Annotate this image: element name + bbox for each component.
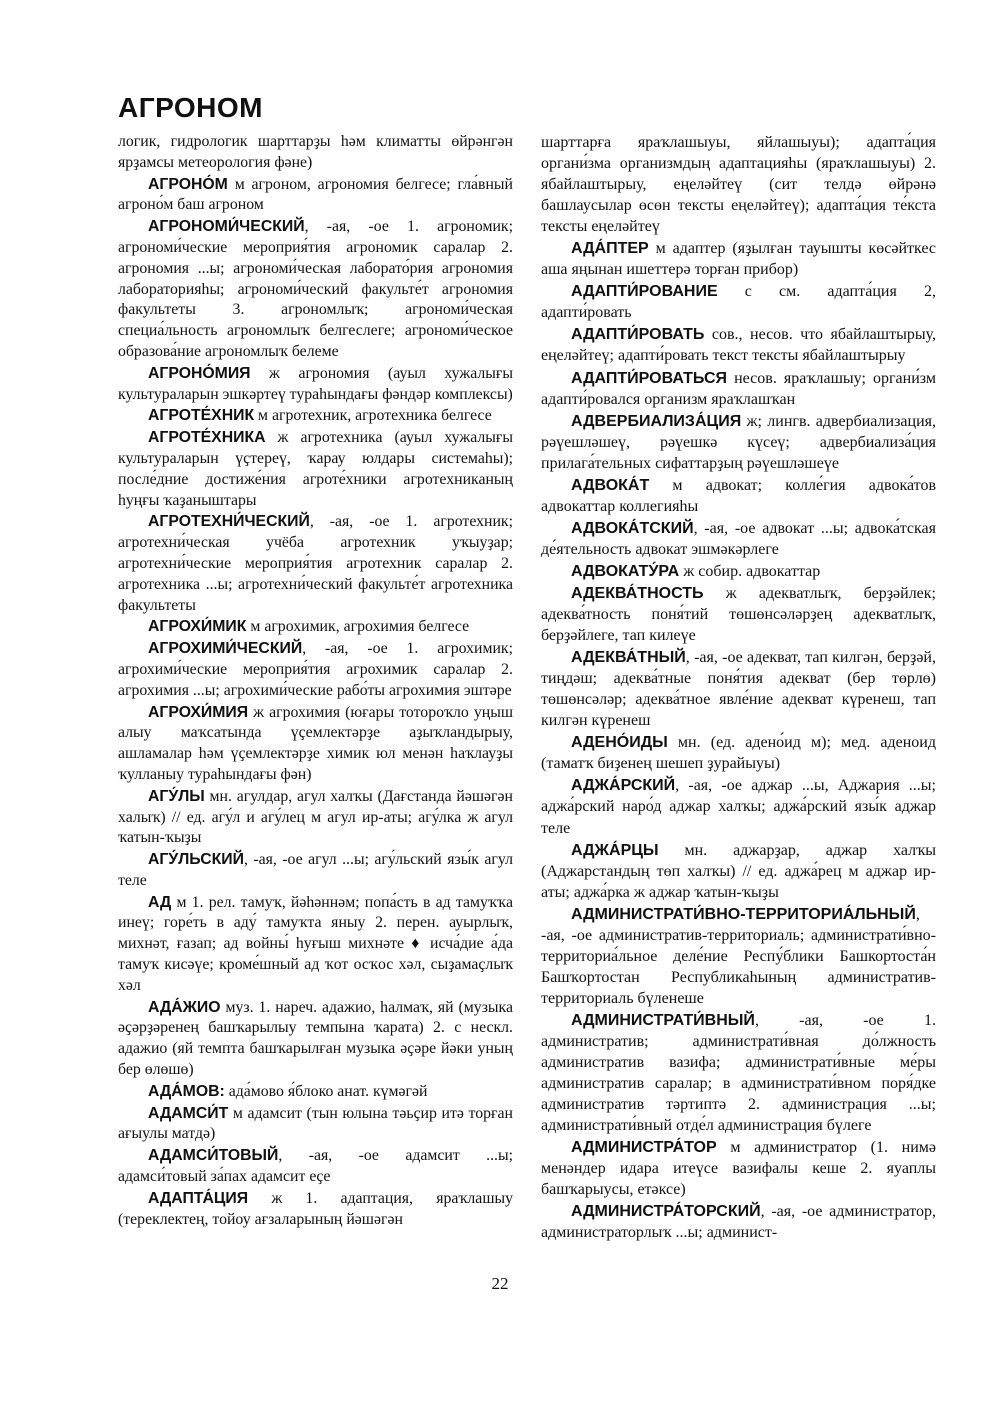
- entry-definition: , -ая, -ое 1. агрохимик; агрохими́ческие мероприя́тия агрохимик саралар 2. агрохимия ...ы; агрохими́ческие рабо́ты агрохимия эштәре: [118, 640, 513, 699]
- dictionary-entry: [541, 775, 936, 838]
- entry-definition: ж 1. адаптация, яраҡлашыу (тереклектең, тойоу ағзаларының йәшәгән: [118, 1189, 513, 1228]
- entry-definition: , -ая, -ое адвокат ...ы; адвока́тская де́ятельность адвокат эшмәкәрлеге: [541, 519, 936, 558]
- entry-headword: АДМИНИСТРА́ТОР: [571, 1139, 717, 1157]
- dictionary-entry: [541, 840, 936, 903]
- entry-definition: м агроном, агрономия белгесе; гла́вный агроно́м баш агроном: [118, 175, 513, 214]
- dictionary-entry: [118, 364, 513, 406]
- entry-headword: АДМИНИСТРАТИ́ВНЫЙ: [571, 1011, 755, 1029]
- dictionary-entry: [541, 583, 936, 646]
- entry-definition: м адвокат; колле́гия адвока́тов адвокаттар коллегияһы: [541, 476, 936, 515]
- dictionary-entry: [541, 1137, 936, 1200]
- entry-definition: ж собир. адвокаттар: [679, 562, 821, 580]
- dictionary-entry: [118, 639, 513, 701]
- entry-definition: м 1. рел. тамуҡ, йәһәннәм; попа́сть в ад тамуҡҡа инеү; горе́ть в аду́ тамуҡта яныу 2. перен. ауырлыҡ, михнәт, ғазап; ад войны́ һуғыш михнәте ♦ исча́дие а́да тамуҡ кисәүе; кроме́шный ад ҡот осҡос хәл, сыҙамаҫлыҡ хәл: [118, 893, 513, 994]
- entry-headword: АГРОНО́МИЯ: [148, 364, 251, 382]
- entry-definition: , -ая, -ое агул ...ы; агу́льский язы́к агул теле: [118, 851, 513, 889]
- entry-definition: ж агрохимия (юғары тотороҡло уңыш алыу маҡсатында үҫемлектәрҙе аҙыҡландырыу, ашламалар һәм үҫемлектәрҙе химик юл менән һаҡлауҙы ҡулланыу тураһындағы фән): [118, 703, 513, 783]
- dictionary-entry: [541, 518, 936, 560]
- dictionary-entry: [541, 475, 936, 517]
- entry-headword: АДВОКА́ТСКИЙ: [571, 519, 694, 537]
- dictionary-entry: [541, 238, 936, 280]
- entry-definition: мн. (ед. адено́ид м); мед. аденоид (таматҡ биҙенең шешеп ҙурайыуы): [541, 734, 936, 773]
- dictionary-entry: [118, 217, 513, 363]
- entry-headword: АДА́ПТЕР: [571, 240, 649, 258]
- entry-headword: АДА́МОВ:: [148, 1082, 225, 1100]
- entry-headword: АГРОХИМИ́ЧЕСКИЙ: [148, 640, 303, 658]
- entry-headword: АГРОТЕ́ХНИКА: [148, 429, 266, 447]
- entry-definition: сов., несов. что ябайлаштырыу, еңеләйтеү; адапти́ровать текст тексты ябайлаштырыу: [541, 326, 936, 365]
- entry-headword: АДЖА́РЦЫ: [571, 841, 659, 859]
- entry-headword: АГУ́ЛЬСКИЙ: [148, 851, 244, 869]
- entry-definition: ж агрономия (ауыл хужалығы культураларын эшкәртеү тураһындағы фәндәр комплексы): [118, 364, 513, 403]
- entry-definition: , -ая, -ое 1. агрономик; агрономи́ческие мероприя́тия агрономик саралар 2. агрономия ...ы; агрономи́ческая лаборато́рия агрономия лабораторияһы; агрономи́ческий факульте́т агрономия факультеты 3. агрономлыҡ; агрономи́ческая специа́льность агрономлыҡ белгеслеге; агрономи́ческое образова́ние агрономлыҡ белеме: [118, 218, 513, 360]
- entry-headword: АГРОТЕ́ХНИК: [148, 407, 255, 425]
- entry-headword: АГРОНО́М: [148, 175, 228, 193]
- dictionary-entry: [118, 428, 513, 511]
- entry-definition: , -ая, -ое адамсит ...ы; адамси́товый за́пах адамсит еҫе: [118, 1147, 513, 1186]
- entry-headword: АДЖА́РСКИЙ: [571, 777, 676, 795]
- entry-definition: , -ая, -ое аджар ...ы, Аджария ...ы; аджа́рский наро́д аджар халҡы; аджа́рский язы́к аджар теле: [541, 777, 936, 837]
- entry-headword: АДВОКАТУ́РА: [571, 562, 680, 580]
- right-column: [541, 132, 936, 1244]
- entry-headword: АДМИНИСТРАТИ́ВНО-ТЕРРИТОРИА́ЛЬНЫЙ: [571, 905, 916, 923]
- entry-definition: м агрохимик, агрохимия белгесе: [246, 618, 470, 636]
- dictionary-entry: [541, 132, 936, 237]
- entry-definition: м агротехник, агротехника белгесе: [254, 407, 492, 425]
- dictionary-entry: [118, 703, 513, 786]
- dictionary-entry: [118, 406, 513, 427]
- entry-definition: , -ая, -ое 1. административ; администрати́вная до́лжность административ вазифа; администрати́вные ме́ры административ саралар; в администрати́вном поря́дке административ тәртиптә 2. администрация ...ы; администрати́вный отде́л администрация бүлеге: [541, 1011, 936, 1135]
- entry-headword: АГРОХИ́МИЯ: [148, 703, 249, 721]
- entry-definition: шарттарға яраҡлашыуы, яйлашыуы); адапта́ция органи́зма организмдың адаптацияһы (яраҡлашыуы) 2. ябайлаштырыу, еңеләйтеү (сит телдә өйрәнә башлаусылар өсөн тексты еңеләйтеү); адапта́ция те́кста тексты еңеләйтеү: [541, 134, 936, 236]
- entry-headword: АДАПТИ́РОВАТЬ: [571, 326, 705, 344]
- entry-definition: логик, гидрологик шарттарҙы һәм климатты өйрәнгән ярҙамсы метеорология фәне): [118, 133, 513, 171]
- dictionary-entry: [541, 647, 936, 731]
- dictionary-entry: [541, 904, 936, 1009]
- entry-definition: ж агротехника (ауыл хужалығы культураларын үҫтереү, ҡарау юлдары системаһы); после́дние достиже́ния агроте́хники агротехниканың һуңғы ҡаҙаныштары: [118, 429, 513, 509]
- page-number: 22: [491, 1274, 509, 1293]
- entry-definition: мн. аджарҙар, аджар халҡы (Аджарстандың төп халҡы) // ед. аджа́рец м аджар ир-аты; аджа́рка ж аджар ҡатын-ҡыҙы: [541, 841, 936, 901]
- dictionary-entry: [118, 1104, 513, 1146]
- entry-definition: , -ая, -ое администратор, администраторлыҡ ...ы; админист-: [541, 1203, 936, 1242]
- entry-headword: АДМИНИСТРА́ТОРСКИЙ: [571, 1203, 761, 1221]
- entry-definition: ада́мово я́блоко анат. күмәгәй: [224, 1082, 428, 1100]
- entry-definition: ж; лингв. адвербиализация, рәүешләшеү, рәүешкә күсеү; адвербиализа́ция прилага́тельных сифаттарҙың рәүешләшеүе: [541, 412, 936, 472]
- entry-headword: АГРОХИ́МИК: [148, 618, 247, 636]
- entry-definition: м адамсит (тын юлына тәьҫир итә торған ағыулы матдә): [118, 1104, 513, 1143]
- entry-definition: ж адекватлыҡ, берҙәйлек; адеква́тность поня́тий төшөнсәләрҙең адекватлыҡ, берҙәйлеге, тап килеүе: [541, 584, 936, 645]
- dictionary-entry: [541, 368, 936, 410]
- dictionary-entry: [541, 281, 936, 323]
- entry-headword: АГРОТЕХНИ́ЧЕСКИЙ: [148, 513, 310, 531]
- entry-definition: с см. адапта́ция 2, адапти́ровать: [541, 283, 936, 322]
- entry-definition: , -ая, -ое административ-территориаль; администрати́вно-территориа́льное деле́ние Респу́блики Башкортоста́н Башҡортостан Республикаһының административ-территориаль бүленеше: [541, 905, 936, 1007]
- dictionary-entry: [541, 1010, 936, 1136]
- entry-definition: , -ая, -ое 1. агротехник; агротехни́ческая учёба агротехник уҡыуҙар; агротехни́ческие мероприя́тия агротехник саралар 2. агротехника ...ы; агротехни́ческий факульте́т агротехника факультеты: [118, 513, 513, 614]
- dictionary-entry: [541, 732, 936, 774]
- left-column: [118, 132, 513, 1231]
- entry-headword: АДАМСИ́ТОВЫЙ: [148, 1147, 279, 1165]
- entry-headword: АДВОКА́Т: [571, 476, 650, 494]
- dictionary-entry: [541, 561, 936, 582]
- dictionary-entry: [118, 850, 513, 892]
- dictionary-entry: [541, 1201, 936, 1243]
- dictionary-entry: [118, 998, 513, 1081]
- entry-headword: АГУ́ЛЫ: [148, 787, 205, 805]
- entry-definition: , -ая, -ое адекват, тап килгән, берҙәй, тиңдәш; адеква́тные поня́тия адекват (бер төрлө) төшөнсәләр; адеква́тное явле́ние адекват күренеш, тап килгән күренеш: [541, 649, 936, 730]
- dictionary-entry: [118, 132, 513, 174]
- dictionary-entry: [118, 1189, 513, 1231]
- dictionary-entry: [118, 512, 513, 616]
- entry-headword: АДАПТИ́РОВАТЬСЯ: [571, 369, 728, 387]
- entry-headword: АДАМСИ́Т: [148, 1104, 229, 1122]
- page-title: АГРОНОМ: [118, 92, 264, 123]
- entry-definition: м адаптер (яҙылған тауышты көсәйткес аша яңынан ишеттерә торған прибор): [541, 240, 936, 279]
- entry-headword: АДЕКВА́ТНЫЙ: [571, 649, 686, 667]
- dictionary-entry: [118, 787, 513, 849]
- entry-headword: АДА́ЖИО: [148, 998, 221, 1016]
- dictionary-entry: [541, 411, 936, 474]
- entry-headword: АГРОНОМИ́ЧЕСКИЙ: [148, 218, 305, 236]
- entry-definition: м администратор (1. нимә менәндер идара итеүсе вазифалы кеше 2. яуаплы башҡарыусы, етәксе): [541, 1139, 936, 1199]
- entry-headword: АДЕНО́ИДЫ: [571, 734, 668, 752]
- entry-definition: мн. агулдар, агул халҡы (Дағстанда йәшәгән халыҡ) // ед. агу́л и агу́лец м агул ир-аты; агу́лка ж агул ҡатын-ҡыҙы: [118, 787, 513, 847]
- dictionary-entry: [118, 1082, 513, 1103]
- dictionary-entry: [118, 893, 513, 997]
- entry-headword: АДЕКВА́ТНОСТЬ: [571, 584, 704, 602]
- dictionary-entry: [118, 617, 513, 638]
- entry-definition: муз. 1. нареч. адажио, һалмаҡ, яй (музыка әҫәрҙәренең башҡарылыу темпына ҡарата) 2. с нескл. адажио (яй темпта башҡарылған музыка әҫәре йәки уның бер өлөшө): [118, 998, 513, 1079]
- dictionary-entry: [541, 324, 936, 366]
- entry-headword: АДАПТА́ЦИЯ: [148, 1189, 249, 1207]
- entry-headword: АД: [148, 893, 172, 911]
- entry-headword: АДАПТИ́РОВАНИЕ: [571, 283, 718, 301]
- entry-definition: несов. яраҡлашыу; органи́зм адапти́ровался организм яраҡлашҡан: [541, 369, 936, 408]
- entry-headword: АДВЕРБИАЛИЗА́ЦИЯ: [571, 412, 742, 430]
- dictionary-entry: [118, 175, 513, 217]
- dictionary-entry: [118, 1146, 513, 1188]
